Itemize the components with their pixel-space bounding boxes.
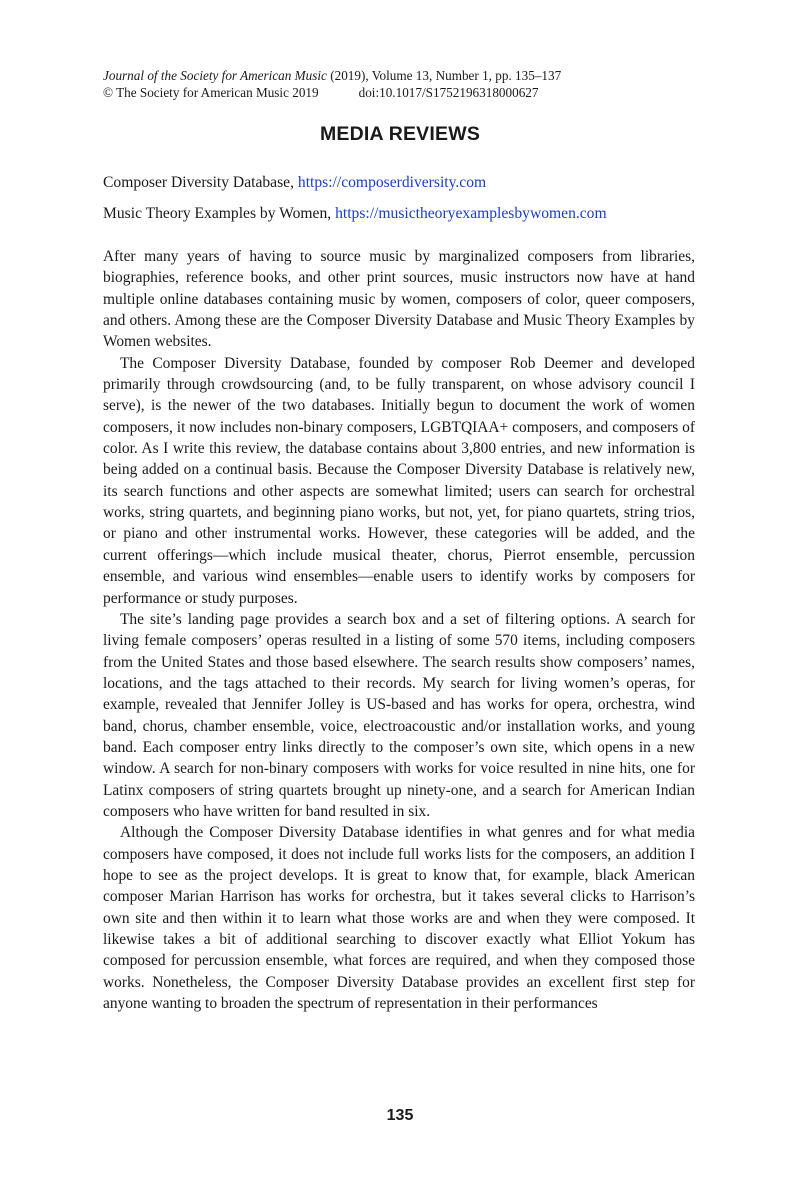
resource-composer-diversity (103, 174, 486, 192)
music-theory-examples-link[interactable]: https://musictheoryexamplesbywomen.com (335, 205, 607, 222)
paragraph-4: Although the Composer Diversity Database identifies in what genres and for what media composers have composed, it does not include full works lists for the composers, an addition I hope to see as the project develops. It is great to know that, for example, black American composer Marian Harrison has works for orchestra, but it takes several clicks to Harrison’s own site and then within it to learn what those works are and when they were composed. It likewise takes a bit of additional searching to discover exactly what Elliot Yokum has composed for percussion ensemble, what forces are required, and when they composed those works. Nonetheless, the Composer Diversity Database provides an excellent first step for anyone wanting to broaden the spectrum of representation in their performances (103, 824, 695, 1013)
page-number: 135 (386, 1107, 414, 1124)
paragraph-1: After many years of having to source music by marginalized composers from libraries, biographies, reference books, and other print sources, music instructors now have at hand multiple online databases containing music by women, composers of color, queer composers, and others. Among these are the Composer Diversity Database and Music Theory Examples by Women websites. (103, 248, 695, 351)
volume-info: (2019), Volume 13, Number 1, pp. 135–137 (330, 68, 562, 83)
composer-diversity-link[interactable]: https://composerdiversity.com (297, 174, 487, 191)
journal-title: Journal of the Society for American Music (103, 68, 327, 83)
paragraph-2: The Composer Diversity Database, founded by composer Rob Deemer and developed primarily through crowdsourcing (and, to be fully transparent, on whose advisory council I serve), is the newer of the two databases. Initially begun to document the work of women composers, it now includes non-binary composers, LGBTQIAA+ composers, and composers of color. As I write this review, the database contains about 3,800 entries, and new information is being added on a continual basis. Because the Composer Diversity Database is relatively new, its search functions and other aspects are somewhat limited; users can search for orchestral works, string quartets, and beginning piano works, but not, yet, for piano quartets, string trios, or piano and other instrumental works. However, these categories will be added, and the current offerings—which include musical theater, chorus, Pierrot ensemble, percussion ensemble, and various wind ensembles—enable users to identify works by composers for performance or study purposes. (103, 354, 695, 607)
resource-name: Music Theory Examples by Women, (103, 205, 332, 222)
copyright: © The Society for American Music 2019 (103, 85, 319, 100)
citation-line (103, 67, 561, 84)
review-body (103, 246, 695, 1014)
section-title: MEDIA REVIEWS (319, 123, 481, 145)
copyright-line (103, 84, 561, 101)
resource-music-theory-examples (103, 205, 607, 223)
paragraph-3: The site’s landing page provides a search box and a set of filtering options. A search for living female composers’ operas resulted in a listing of some 570 items, including composers from the United States and those based elsewhere. The search results show composers’ names, locations, and the tags attached to their records. My search for living women’s operas, for example, revealed that Jennifer Jolley is US-based and has works for opera, orchestra, wind band, chorus, chamber ensemble, voice, electroacoustic and/or installation works, and young band. Each composer entry links directly to the composer’s own site, which opens in a new window. A search for non-binary composers with works for voice resulted in nine hits, one for Latinx composers of string quartets brought up ninety-one, and a search for American Indian composers who have written for band resulted in six. (103, 610, 695, 820)
resource-name: Composer Diversity Database, (103, 174, 294, 191)
running-header (103, 67, 561, 101)
doi: doi:10.1017/S1752196318000627 (358, 85, 539, 100)
